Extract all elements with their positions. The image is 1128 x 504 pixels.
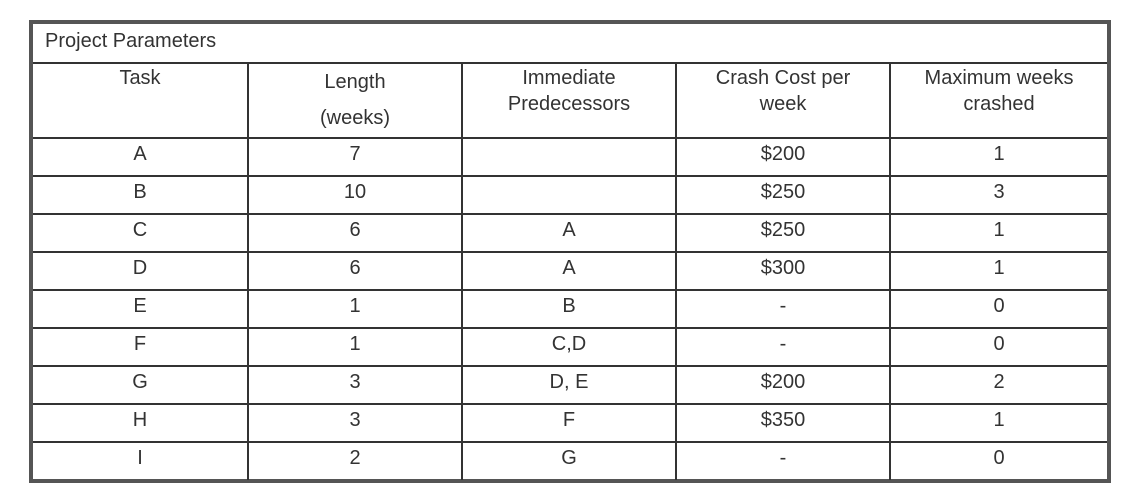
cell-length: 7 (248, 138, 462, 176)
header-length-line2: (weeks) (319, 107, 390, 129)
cell-max-weeks: 1 (890, 404, 1107, 442)
table-row (33, 442, 1107, 480)
cell-task: E (33, 290, 248, 328)
cell-crash-cost: $350 (676, 404, 890, 442)
cell-max-weeks: 0 (890, 328, 1107, 366)
cell-length: 2 (248, 442, 462, 480)
table-row (33, 214, 1107, 252)
table-row (33, 290, 1107, 328)
cell-predecessors: A (462, 214, 676, 252)
parameters-grid (33, 64, 1107, 480)
cell-length: 6 (248, 214, 462, 252)
cell-task: A (33, 138, 248, 176)
cell-max-weeks: 2 (890, 366, 1107, 404)
cell-max-weeks: 1 (890, 138, 1107, 176)
cell-task: G (33, 366, 248, 404)
header-predecessors (462, 64, 676, 138)
cell-length: 10 (248, 176, 462, 214)
project-parameters-table (29, 20, 1111, 483)
cell-crash-cost: $250 (676, 176, 890, 214)
cell-predecessors (462, 138, 676, 176)
cell-predecessors: G (462, 442, 676, 480)
header-row (33, 64, 1107, 138)
cell-max-weeks: 1 (890, 214, 1107, 252)
cell-task: H (33, 404, 248, 442)
cell-max-weeks: 0 (890, 442, 1107, 480)
cell-predecessors: C,D (462, 328, 676, 366)
table-row (33, 252, 1107, 290)
cell-max-weeks: 1 (890, 252, 1107, 290)
cell-max-weeks: 0 (890, 290, 1107, 328)
cell-predecessors (462, 176, 676, 214)
header-max-weeks (890, 64, 1107, 138)
cell-length: 3 (248, 366, 462, 404)
cell-crash-cost: - (676, 290, 890, 328)
cell-task: C (33, 214, 248, 252)
header-task-label: Task (119, 67, 161, 89)
cell-crash-cost: $200 (676, 138, 890, 176)
cell-crash-cost: $300 (676, 252, 890, 290)
header-length (248, 64, 462, 138)
cell-task: B (33, 176, 248, 214)
cell-max-weeks: 3 (890, 176, 1107, 214)
cell-crash-cost: $200 (676, 366, 890, 404)
header-crash-cost (676, 64, 890, 138)
table-caption: Project Parameters (33, 24, 1107, 64)
cell-length: 6 (248, 252, 462, 290)
cell-task: F (33, 328, 248, 366)
header-max-weeks-line1: Maximum weeks (924, 67, 1074, 89)
cell-crash-cost: - (676, 442, 890, 480)
header-predecessors-line2: Predecessors (507, 93, 631, 115)
header-crash-cost-line2: week (759, 93, 807, 115)
cell-length: 3 (248, 404, 462, 442)
table-row (33, 138, 1107, 176)
cell-predecessors: D, E (462, 366, 676, 404)
table-row (33, 404, 1107, 442)
header-crash-cost-line1: Crash Cost per (715, 67, 851, 89)
cell-task: D (33, 252, 248, 290)
header-predecessors-line1: Immediate (522, 67, 616, 89)
header-task (33, 64, 248, 138)
header-length-line1: Length (324, 71, 386, 93)
table-row (33, 176, 1107, 214)
table-row (33, 328, 1107, 366)
table-row (33, 366, 1107, 404)
cell-task: I (33, 442, 248, 480)
cell-length: 1 (248, 290, 462, 328)
cell-predecessors: B (462, 290, 676, 328)
cell-predecessors: A (462, 252, 676, 290)
cell-crash-cost: $250 (676, 214, 890, 252)
header-max-weeks-line2: crashed (963, 93, 1035, 115)
cell-length: 1 (248, 328, 462, 366)
cell-predecessors: F (462, 404, 676, 442)
cell-crash-cost: - (676, 328, 890, 366)
